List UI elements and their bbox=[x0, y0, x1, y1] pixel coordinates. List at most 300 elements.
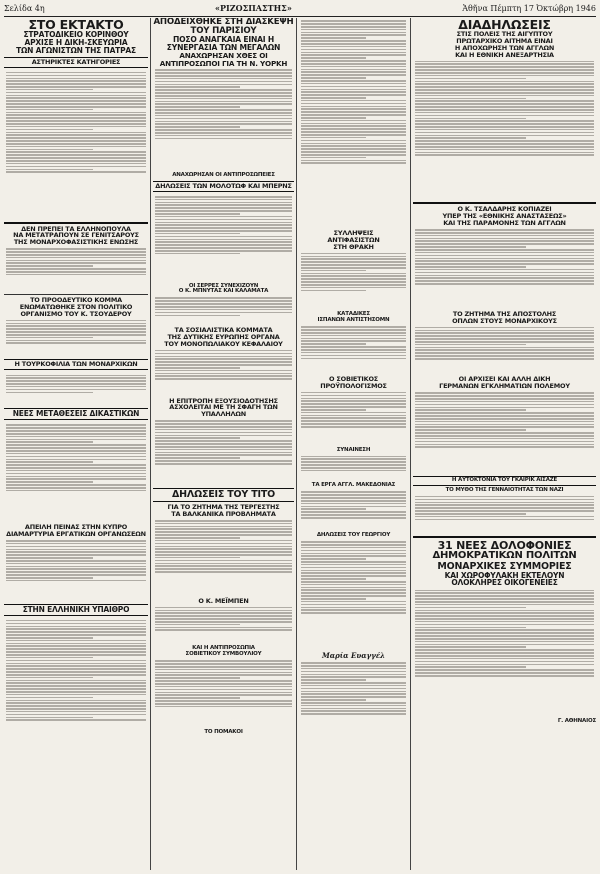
text-line bbox=[415, 504, 594, 506]
text-line bbox=[415, 98, 526, 100]
article-body bbox=[153, 348, 294, 398]
article-body bbox=[299, 324, 408, 376]
text-line bbox=[6, 580, 146, 582]
text-line bbox=[6, 668, 146, 670]
text-line bbox=[301, 561, 406, 563]
text-line bbox=[6, 132, 146, 134]
subheadline: ΑΣΤΗΡΙΚΤΕΣ ΚΑΤΗΓΟΡΙΕΣ bbox=[4, 57, 148, 68]
text-line bbox=[155, 312, 292, 314]
text-line bbox=[6, 663, 146, 665]
text-line bbox=[155, 89, 292, 91]
text-line bbox=[155, 138, 292, 140]
text-line bbox=[6, 149, 93, 151]
text-line bbox=[6, 265, 93, 267]
text-line bbox=[301, 23, 406, 25]
text-line bbox=[155, 115, 292, 117]
text-line bbox=[415, 338, 594, 340]
headline: ΤΗΣ ΜΟΝΑΡΧΟΦΑΣΙΣΤΙΚΗΣ ΕΝΩΣΗΣ bbox=[13, 238, 139, 247]
text-line bbox=[155, 250, 292, 252]
text-line bbox=[6, 86, 146, 88]
text-line bbox=[301, 270, 366, 272]
text-line bbox=[301, 49, 406, 51]
text-line bbox=[415, 664, 594, 666]
text-line bbox=[301, 287, 406, 289]
text-line bbox=[155, 121, 292, 123]
text-line bbox=[415, 446, 594, 448]
text-line bbox=[301, 500, 406, 502]
text-line bbox=[415, 607, 526, 609]
byline: ΤΟ ΠΟΜΑΚΟΙ bbox=[204, 729, 243, 736]
text-line bbox=[6, 453, 146, 455]
text-line bbox=[415, 86, 594, 88]
text-line bbox=[155, 680, 292, 682]
text-line bbox=[415, 152, 594, 154]
masthead bbox=[4, 0, 596, 16]
text-line bbox=[155, 557, 240, 559]
text-line bbox=[6, 444, 146, 446]
text-line bbox=[6, 112, 146, 114]
text-line bbox=[6, 680, 146, 682]
headline: ΔΗΜΟΚΡΑΤΙΚΩΝ ΠΟΛΙΤΩΝ bbox=[432, 550, 577, 562]
text-line bbox=[301, 609, 406, 611]
text-line bbox=[301, 34, 406, 36]
text-line bbox=[415, 246, 526, 248]
text-line bbox=[155, 123, 292, 125]
text-line bbox=[6, 320, 146, 322]
headline: ΚΑΤΑΔΙΚΕΣ bbox=[337, 311, 370, 318]
headline: ΚΑΙ ΤΗΣ ΠΑΡΑΜΟΝΗΣ ΤΩΝ ΑΓΓΛΩΝ bbox=[443, 219, 566, 227]
text-line bbox=[301, 570, 406, 572]
text-line bbox=[301, 713, 406, 715]
article-body bbox=[153, 295, 294, 327]
text-line bbox=[415, 63, 594, 65]
text-line bbox=[6, 487, 146, 489]
text-line bbox=[155, 669, 292, 671]
text-line bbox=[415, 327, 594, 329]
text-line bbox=[6, 160, 146, 162]
article-body bbox=[4, 422, 148, 524]
article-body bbox=[413, 390, 596, 474]
text-line bbox=[6, 634, 146, 636]
text-line bbox=[415, 644, 594, 646]
text-line bbox=[6, 623, 146, 625]
text-line bbox=[155, 375, 292, 377]
text-line bbox=[415, 66, 594, 68]
text-line bbox=[415, 260, 594, 262]
text-line bbox=[415, 69, 594, 71]
text-line bbox=[415, 672, 594, 674]
text-line bbox=[301, 358, 406, 360]
headline: ΟΛΟΚΛΗΡΕΣ ΟΙΚΟΓΕΝΕΙΕΣ bbox=[451, 578, 558, 588]
text-line bbox=[155, 373, 292, 375]
headline: ΤΗΣ ΔΥΤΙΚΗΣ ΕΥΡΩΠΗΣ ΟΡΓΑΝΑ bbox=[167, 333, 280, 342]
article-body bbox=[299, 453, 408, 483]
text-line bbox=[155, 378, 292, 380]
text-line bbox=[6, 643, 146, 645]
headline: ΔΗΛΩΣΕΙΣ ΤΩΝ ΜΟΛΟΤΩΦ ΚΑΙ ΜΠΕΡΝΣ bbox=[153, 181, 294, 192]
text-line bbox=[415, 275, 594, 277]
text-line bbox=[6, 143, 146, 145]
text-line bbox=[6, 464, 146, 466]
text-line bbox=[301, 326, 406, 328]
text-line bbox=[415, 352, 594, 354]
headline: ΜΟΝΑΡΧΙΚΕΣ ΣΥΜΜΟΡΙΕΣ bbox=[437, 560, 572, 572]
headline: ΟΡΓΑΝΙΣΜΟ ΤΟΥ Κ. ΤΣΟΥΔΕΡΟΥ bbox=[20, 309, 132, 318]
text-line bbox=[155, 81, 292, 83]
text-line bbox=[415, 106, 594, 108]
text-line bbox=[6, 648, 146, 650]
text-line bbox=[415, 266, 526, 268]
article-body bbox=[299, 250, 408, 312]
article-body bbox=[4, 317, 148, 357]
text-line bbox=[6, 337, 93, 339]
text-line bbox=[155, 443, 292, 445]
text-line bbox=[415, 426, 594, 428]
text-line bbox=[301, 464, 406, 466]
text-line bbox=[415, 669, 594, 671]
text-line bbox=[155, 429, 292, 431]
text-line bbox=[415, 516, 594, 518]
text-line bbox=[301, 699, 366, 701]
text-line bbox=[415, 146, 594, 148]
text-line bbox=[6, 380, 146, 382]
text-line bbox=[415, 666, 526, 668]
text-line bbox=[155, 315, 240, 317]
column-1 bbox=[4, 18, 148, 870]
text-line bbox=[301, 57, 366, 59]
text-line bbox=[155, 126, 240, 128]
headline: ΟΠΛΩΝ ΣΤΟΥΣ ΜΟΝΑΡΧΙΚΟΥΣ bbox=[452, 316, 557, 325]
text-line bbox=[415, 61, 594, 63]
text-line bbox=[301, 710, 406, 712]
text-line bbox=[415, 277, 594, 279]
text-line bbox=[415, 601, 594, 603]
text-line bbox=[155, 463, 292, 465]
text-line bbox=[155, 534, 292, 536]
headline: ΑΝΑΧΩΡΗΣΑΝ ΟΙ ΑΝΤΙΠΡΟΣΩΠΕΙΕΣ bbox=[172, 172, 275, 179]
text-line bbox=[415, 335, 594, 337]
text-line bbox=[301, 517, 406, 519]
text-line bbox=[155, 437, 240, 439]
article-body bbox=[4, 538, 148, 602]
text-line bbox=[301, 54, 406, 56]
text-line bbox=[155, 303, 292, 305]
text-line bbox=[415, 349, 594, 351]
headline: ΤΑ ΣΟΣΙΑΛΙΣΤΙΚΑ ΚΟΜΜΑΤΑ bbox=[174, 326, 273, 335]
text-line bbox=[155, 230, 292, 232]
headline: Η ΕΠΙΤΡΟΠΗ ΕΞΟΥΣΙΟΔΟΤΗΣΗΣ bbox=[169, 396, 278, 405]
text-line bbox=[6, 568, 146, 570]
text-line bbox=[301, 567, 406, 569]
text-line bbox=[155, 432, 292, 434]
text-line bbox=[155, 78, 292, 80]
headline: ΤΑ ΒΑΛΚΑΝΙΚΑ ΠΡΟΒΛΗΜΑΤΑ bbox=[171, 509, 276, 518]
text-line bbox=[301, 123, 406, 125]
text-line bbox=[415, 258, 594, 260]
text-line bbox=[155, 523, 292, 525]
text-line bbox=[415, 83, 594, 85]
text-line bbox=[6, 671, 146, 673]
text-line bbox=[415, 409, 526, 411]
text-line bbox=[6, 557, 93, 559]
text-line bbox=[6, 694, 146, 696]
text-line bbox=[415, 621, 594, 623]
text-line bbox=[301, 91, 406, 93]
headline: ΑΠΕΙΛΗ ΠΕΙΝΑΣ ΣΤΗΝ ΚΥΠΡΟ bbox=[24, 523, 128, 532]
top-rule bbox=[4, 16, 596, 17]
text-line bbox=[6, 674, 146, 676]
text-line bbox=[415, 604, 594, 606]
text-line bbox=[155, 457, 240, 459]
text-line bbox=[155, 629, 292, 631]
text-line bbox=[301, 46, 406, 48]
text-line bbox=[6, 560, 146, 562]
text-line bbox=[301, 94, 406, 96]
headline: ΝΑ ΜΕΤΑΤΡΑΠΟΥΝ ΣΕ ΓΕΝΙΤΣΑΡΟΥΣ bbox=[13, 231, 139, 240]
text-line bbox=[301, 140, 406, 142]
text-line bbox=[415, 240, 594, 242]
text-line bbox=[6, 377, 146, 379]
text-line bbox=[6, 157, 146, 159]
text-line bbox=[301, 506, 406, 508]
text-line bbox=[415, 81, 594, 83]
text-line bbox=[301, 97, 366, 99]
headline: ΣΤΗ ΘΡΑΚΗ bbox=[333, 242, 374, 251]
text-line bbox=[155, 540, 292, 542]
text-line bbox=[301, 676, 406, 678]
text-line bbox=[301, 80, 406, 82]
text-line bbox=[301, 71, 406, 73]
text-line bbox=[155, 568, 292, 570]
headline: ΤΟ ΜΥΘΟ ΤΗΣ ΓΕΝΝΑΙΟΤΗΤΑΣ ΤΩΝ ΝΑΖΙ bbox=[445, 486, 564, 493]
text-line bbox=[301, 668, 406, 670]
text-line bbox=[301, 66, 406, 68]
text-line bbox=[6, 117, 146, 119]
text-line bbox=[415, 109, 594, 111]
text-line bbox=[415, 118, 526, 120]
text-line bbox=[415, 249, 594, 251]
text-line bbox=[6, 392, 93, 394]
text-line bbox=[301, 558, 366, 560]
text-line bbox=[301, 415, 406, 417]
text-line bbox=[155, 358, 292, 360]
text-line bbox=[6, 441, 93, 443]
text-line bbox=[155, 551, 292, 553]
text-line bbox=[301, 412, 406, 414]
text-line bbox=[415, 675, 594, 677]
text-line bbox=[301, 63, 406, 65]
text-line bbox=[155, 356, 292, 358]
text-line bbox=[6, 433, 146, 435]
text-line bbox=[155, 460, 292, 462]
text-line bbox=[301, 43, 406, 45]
signature: Μαρία Ευαγγέλ bbox=[322, 650, 385, 660]
text-line bbox=[155, 109, 292, 111]
article-body bbox=[299, 660, 408, 742]
text-line bbox=[6, 328, 146, 330]
headline: ΤΟ ΖΗΤΗΜΑ ΤΗΣ ΑΠΟΣΤΟΛΗΣ bbox=[452, 309, 557, 318]
text-line bbox=[415, 280, 594, 282]
headline: ΤΑ ΕΡΓΑ ΑΓΓΛ. ΜΑΚΕΔΟΝΙΑΣ bbox=[311, 482, 396, 489]
headline: ΔΙΑΜΑΡΤΥΡΙΑ ΕΡΓΑΤΙΚΩΝ ΟΡΓΑΝΩΣΕΩΝ bbox=[6, 529, 146, 538]
text-line bbox=[301, 148, 406, 150]
text-line bbox=[415, 610, 594, 612]
text-line bbox=[301, 595, 406, 597]
text-line bbox=[155, 531, 292, 533]
text-line bbox=[6, 700, 146, 702]
text-line bbox=[415, 92, 594, 94]
text-line bbox=[6, 383, 146, 385]
text-line bbox=[6, 334, 146, 336]
text-line bbox=[415, 75, 594, 77]
text-line bbox=[301, 264, 406, 266]
text-line bbox=[6, 467, 146, 469]
text-line bbox=[6, 628, 146, 630]
text-line bbox=[301, 409, 366, 411]
text-line bbox=[415, 401, 594, 403]
text-line bbox=[6, 340, 146, 342]
text-line bbox=[301, 688, 406, 690]
text-line bbox=[301, 346, 406, 348]
headline: Η ΑΥΤΟΚΤΟΝΙΑ ΤΟΥ ΓΚΑΙΡΙΚ ΑΙΣΑΖΕ bbox=[413, 476, 596, 486]
text-line bbox=[415, 103, 594, 105]
text-line bbox=[6, 78, 146, 80]
text-line bbox=[155, 683, 292, 685]
text-line bbox=[155, 132, 292, 134]
text-line bbox=[155, 75, 292, 77]
text-line bbox=[415, 129, 594, 131]
article-body bbox=[153, 194, 294, 284]
article-body bbox=[299, 539, 408, 651]
text-line bbox=[155, 309, 292, 311]
headline: ΙΣΠΑΝΩΝ ΑΝΤΙΣΤΗΣΟΜΝ bbox=[317, 317, 390, 324]
text-line bbox=[155, 543, 292, 545]
text-line bbox=[301, 108, 406, 110]
text-line bbox=[415, 255, 594, 257]
text-line bbox=[155, 554, 292, 556]
text-line bbox=[415, 638, 594, 640]
headline: ΤΩΝ ΑΓΩΝΙΣΤΩΝ ΤΗΣ ΠΑΤΡΑΣ bbox=[16, 45, 136, 55]
text-line bbox=[415, 238, 594, 240]
text-line bbox=[6, 554, 146, 556]
text-line bbox=[6, 645, 146, 647]
text-line bbox=[415, 641, 594, 643]
text-line bbox=[6, 427, 146, 429]
text-line bbox=[301, 100, 406, 102]
text-line bbox=[155, 449, 292, 451]
text-line bbox=[6, 123, 146, 125]
text-line bbox=[301, 134, 406, 136]
text-line bbox=[415, 646, 526, 648]
text-line bbox=[6, 163, 146, 165]
text-line bbox=[6, 719, 146, 721]
headline: ΟΙ ΣΕΡΡΕΣ ΣΥΝΕΧΙΖΟΥΝ bbox=[188, 282, 259, 289]
text-line bbox=[301, 514, 406, 516]
text-line bbox=[301, 392, 406, 394]
text-line bbox=[415, 252, 594, 254]
text-line bbox=[301, 52, 406, 54]
text-line bbox=[6, 697, 93, 699]
headline: ΥΠΕΡ ΤΗΣ «ΕΘΝΙΚΗΣ ΑΝΑΣΤΑΣΕΩΣ» bbox=[442, 212, 567, 221]
text-line bbox=[6, 691, 146, 693]
text-line bbox=[155, 560, 292, 562]
text-line bbox=[6, 254, 146, 256]
text-line bbox=[6, 126, 146, 128]
text-line bbox=[155, 663, 292, 665]
text-line bbox=[155, 607, 292, 609]
text-line bbox=[6, 109, 93, 111]
text-line bbox=[301, 117, 366, 119]
text-line bbox=[155, 537, 240, 539]
text-line bbox=[301, 162, 406, 164]
text-line bbox=[301, 352, 406, 354]
text-line bbox=[6, 386, 146, 388]
text-line bbox=[155, 361, 292, 363]
text-line bbox=[415, 229, 594, 231]
text-line bbox=[6, 685, 146, 687]
text-line bbox=[415, 395, 594, 397]
text-line bbox=[6, 566, 146, 568]
text-line bbox=[155, 213, 240, 215]
text-line bbox=[6, 134, 146, 136]
headline: ΠΡΟΫΠΟΛΟΓΙΣΜΟΣ bbox=[320, 381, 387, 390]
text-line bbox=[415, 598, 594, 600]
text-line bbox=[155, 306, 292, 308]
text-line bbox=[415, 441, 594, 443]
text-line bbox=[6, 476, 146, 478]
article-body bbox=[4, 372, 148, 406]
text-line bbox=[415, 624, 594, 626]
headline: ΚΑΙ Η ΕΘΝΙΚΗ ΑΝΕΞΑΡΤΗΣΙΑ bbox=[455, 50, 554, 59]
text-line bbox=[301, 355, 406, 357]
headline: ΓΙΑ ΤΟ ΖΗΤΗΜΑ ΤΗΣ ΤΕΡΓΕΣΤΗΣ bbox=[167, 503, 280, 512]
text-line bbox=[155, 546, 292, 548]
text-line bbox=[6, 640, 146, 642]
text-line bbox=[155, 548, 292, 550]
text-line bbox=[301, 106, 406, 108]
text-line bbox=[301, 550, 406, 552]
text-line bbox=[155, 446, 292, 448]
text-line bbox=[415, 72, 594, 74]
text-line bbox=[6, 97, 146, 99]
text-line bbox=[6, 375, 146, 377]
text-line bbox=[155, 101, 292, 103]
column-divider bbox=[410, 18, 411, 870]
text-line bbox=[6, 262, 146, 264]
text-line bbox=[415, 123, 594, 125]
text-line bbox=[155, 565, 292, 567]
headline: ΚΑΙ ΧΩΡΟΦΥΛΑΚΗ ΕΚΤΕΛΟΥΝ bbox=[444, 570, 565, 580]
text-line bbox=[6, 574, 146, 576]
text-line bbox=[155, 370, 292, 372]
text-line bbox=[415, 407, 594, 409]
text-line bbox=[301, 494, 406, 496]
text-line bbox=[301, 503, 406, 505]
text-line bbox=[155, 202, 292, 204]
text-line bbox=[301, 131, 406, 133]
text-line bbox=[6, 248, 146, 250]
text-line bbox=[415, 341, 594, 343]
text-line bbox=[155, 692, 292, 694]
text-line bbox=[301, 340, 406, 342]
text-line bbox=[155, 563, 292, 565]
text-line bbox=[6, 342, 146, 344]
text-line bbox=[155, 103, 292, 105]
text-line bbox=[301, 702, 406, 704]
article-body bbox=[153, 418, 294, 486]
text-line bbox=[6, 651, 146, 653]
text-line bbox=[415, 283, 594, 285]
